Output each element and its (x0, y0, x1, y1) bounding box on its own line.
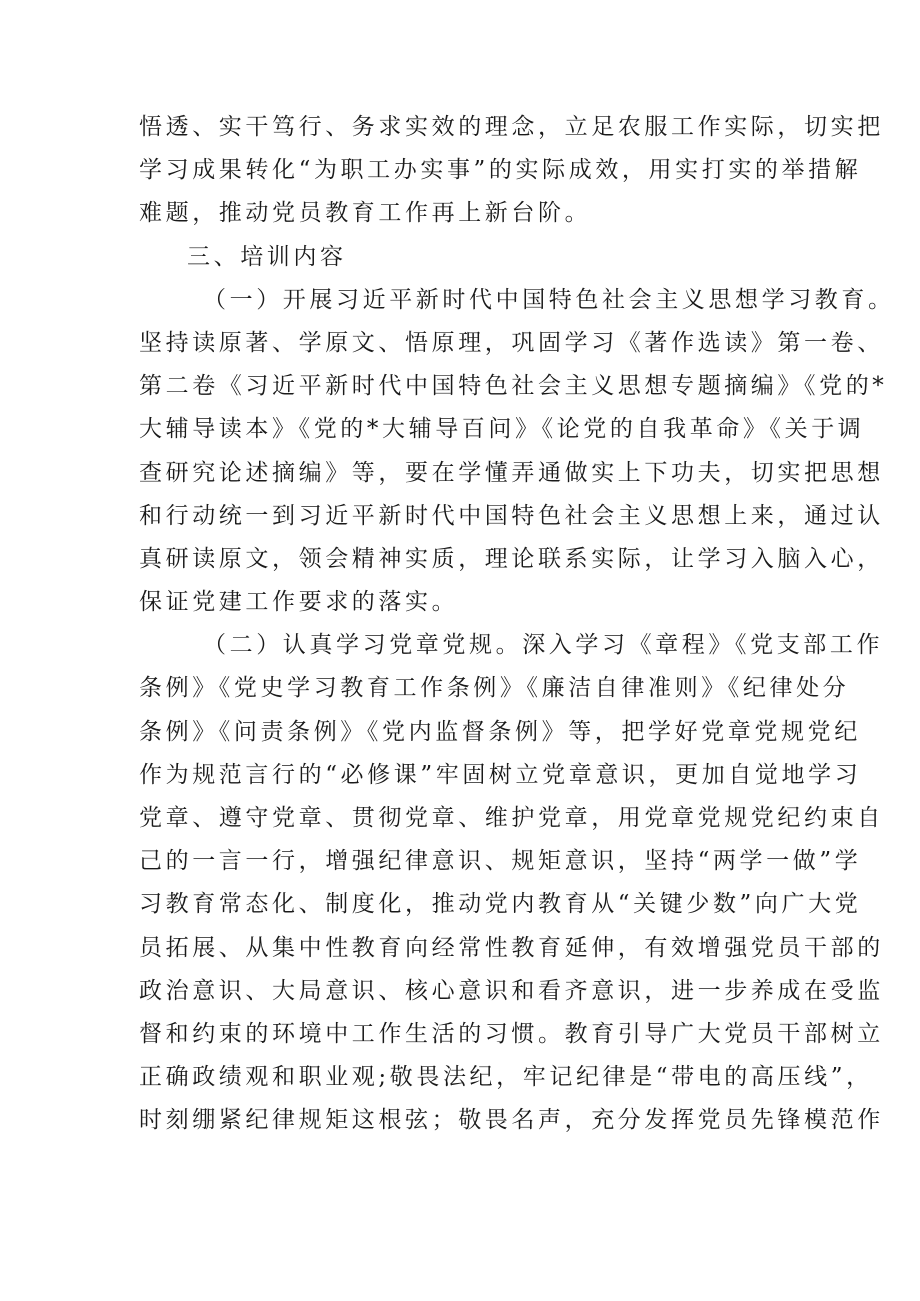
text-line: 党章、遵守党章、贯彻党章、维护党章，用党章党规党纪约束自 (139, 805, 884, 831)
text-line: 真研读原文，领会精神实质，理论联系实际，让学习入脑入心， (139, 545, 884, 572)
text-line: 和行动统一到习近平新时代中国特色社会主义思想上来，通过认 (139, 502, 884, 529)
text-line: 时刻绷紧纪律规矩这根弦；敬畏名声，充分发挥党员先锋模范作 (139, 1107, 884, 1134)
text-line: 正确政绩观和职业观;敬畏法纪，牢记纪律是“带电的高压线”， (139, 1064, 873, 1091)
text-line: 悟透、实干笃行、务求实效的理念，立足农服工作实际，切实把 (139, 114, 884, 140)
text-line: 第二卷《习近平新时代中国特色社会主义思想专题摘编》《党的* (139, 373, 888, 400)
text-line: 作为规范言行的“必修课”牢固树立党章意识，更加自觉地学习 (139, 761, 862, 788)
text-line: 员拓展、从集中性教育向经常性教育延伸，有效增强党员干部的 (139, 934, 884, 961)
text-line: 学习成果转化“为职工办实事”的实际成效，用实打实的举措解 (139, 157, 862, 184)
section-heading: 三、培训内容 (187, 243, 347, 270)
text-line: 保证党建工作要求的落实。 (139, 589, 459, 616)
text-line: 难题，推动党员教育工作再上新台阶。 (139, 200, 592, 227)
text-line: 督和约束的环境中工作生活的习惯。教育引导广大党员干部树立 (139, 1020, 884, 1047)
text-line: 坚持读原著、学原文、悟原理，巩固学习《著作选读》第一卷、 (139, 329, 884, 356)
text-line: 己的一言一行，增强纪律意识、规矩意识，坚持“两学一做”学 (139, 848, 862, 875)
subsection-heading: （一）开展习近平新时代中国特色社会主义思想学习教育。 (203, 286, 895, 313)
text-line: 条例》《党史学习教育工作条例》《廉洁自律准则》《纪律处分 (139, 675, 850, 702)
text-line: 大辅导读本》《党的*大辅导百问》《论党的自我革命》《关于调 (139, 416, 865, 443)
text-line: 查研究论述摘编》等，要在学懂弄通做实上下功夫，切实把思想 (139, 459, 884, 486)
body-text (139, 106, 895, 1143)
subsection-heading: （二）认真学习党章党规。深入学习《章程》《党支部工作 (203, 632, 884, 659)
text-line: 政治意识、大局意识、核心意识和看齐意识，进一步养成在受监 (139, 977, 884, 1004)
text-line: 条例》《问责条例》《党内监督条例》等，把学好党章党规党纪 (139, 718, 861, 745)
text-line: 习教育常态化、制度化，推动党内教育从“关键少数”向广大党 (139, 891, 862, 918)
